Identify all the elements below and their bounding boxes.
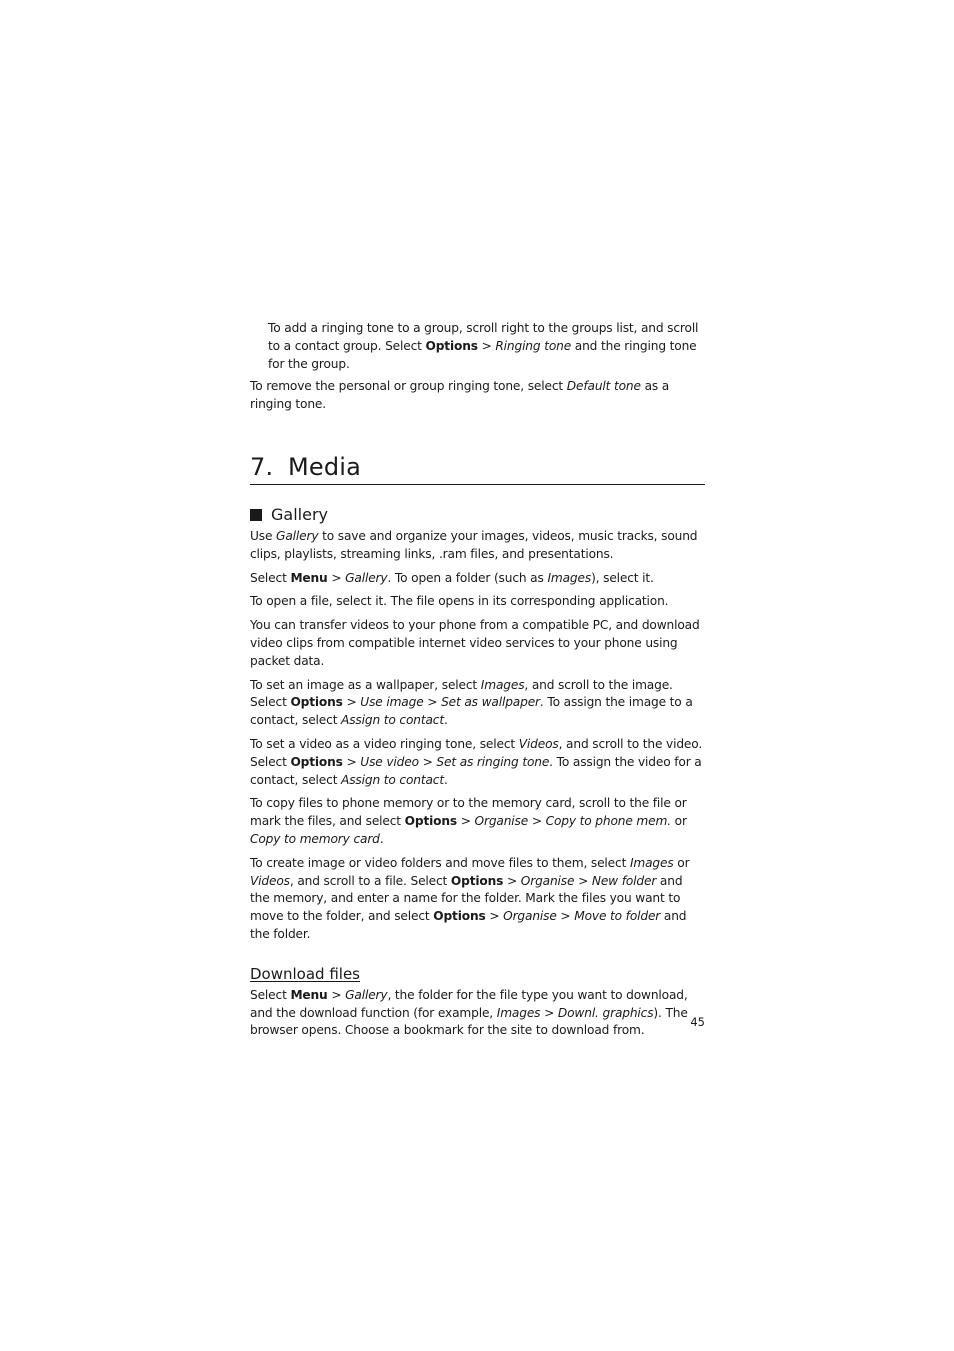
menu-option: Images xyxy=(547,570,592,585)
menu-command: Options xyxy=(425,338,478,353)
menu-command: Options xyxy=(404,814,457,829)
gallery-paragraph: To set an image as a wallpaper, select Images, and scroll to the image. Select Options > Use image > Set as wallpaper. To assign the image to a contact, select Assign to contact. xyxy=(250,677,693,728)
menu-option: Gallery xyxy=(345,987,388,1002)
menu-option: Use image xyxy=(360,695,424,710)
menu-option: Default tone xyxy=(566,379,641,394)
menu-command: Menu xyxy=(290,570,328,585)
menu-option: Assign to contact xyxy=(341,713,444,728)
menu-option: Organise xyxy=(474,814,529,829)
menu-option: Set as ringing tone xyxy=(436,754,550,769)
page-content xyxy=(250,320,705,1046)
gallery-body xyxy=(250,528,705,944)
menu-command: Options xyxy=(433,909,486,924)
menu-option: Images xyxy=(480,677,525,692)
gallery-section-heading xyxy=(250,505,705,525)
chapter-heading xyxy=(250,452,705,485)
square-bullet-icon xyxy=(250,509,262,521)
download-paragraph: Select Menu > Gallery, the folder for the file type you want to download, and the download function (for example, Images > Downl. graphics). The browser opens. Choose a bookmark for the site to download from. xyxy=(250,987,688,1038)
menu-option: Copy to memory card xyxy=(250,831,380,846)
page-number: 45 xyxy=(690,1015,705,1029)
menu-command: Options xyxy=(290,695,343,710)
gallery-paragraph: To copy files to phone memory or to the memory card, scroll to the file or mark the files, and select Options > Organise > Copy to phone mem. or Copy to memory card. xyxy=(250,796,687,846)
menu-option: Images xyxy=(496,1005,541,1020)
gallery-paragraph: To open a file, select it. The file opens in its corresponding application. xyxy=(250,594,669,609)
menu-option: Organise xyxy=(503,909,557,924)
menu-option: New folder xyxy=(591,873,657,888)
menu-option: Images xyxy=(629,855,674,870)
menu-command: Menu xyxy=(290,987,328,1002)
gallery-heading-text: Gallery xyxy=(271,504,328,524)
group-ringing-tone-paragraph: To add a ringing tone to a group, scroll right to the groups list, and scroll to a contact group. Select Options > Ringing tone and the ringing tone for the group. xyxy=(268,321,699,371)
menu-option: Use video xyxy=(360,754,419,769)
menu-option: Videos xyxy=(518,736,559,751)
chapter-title: Media xyxy=(288,452,362,481)
menu-option: Assign to contact xyxy=(341,772,444,787)
menu-option: Copy to phone mem. xyxy=(545,814,671,829)
menu-option: Set as wallpaper xyxy=(441,695,540,710)
menu-command: Options xyxy=(450,873,504,888)
menu-option: Downl. graphics xyxy=(557,1005,654,1020)
gallery-paragraph: Select Menu > Gallery. To open a folder (such as Images), select it. xyxy=(250,570,654,585)
menu-option: Gallery xyxy=(276,528,319,543)
menu-option: Organise xyxy=(520,873,575,888)
menu-option: Videos xyxy=(250,873,290,888)
gallery-paragraph: You can transfer videos to your phone from a compatible PC, and download video clips from compatible internet video services to your phone using packet data. xyxy=(250,618,700,668)
download-files-heading: Download files xyxy=(250,964,360,983)
chapter-number: 7. xyxy=(250,452,274,481)
menu-option: Move to folder xyxy=(574,909,661,924)
remove-ringing-tone-paragraph: To remove the personal or group ringing tone, select Default tone as a ringing tone. xyxy=(250,379,670,412)
menu-option: Gallery xyxy=(345,570,388,585)
gallery-paragraph: To create image or video folders and move files to them, select Images or Videos, and scroll to a file. Select Options > Organise > New folder and the memory, and enter a name for the folder. Mark the files you want to move to the folder, and select Options > Organise > Move to folder and the folder. xyxy=(250,855,690,941)
gallery-paragraph: Use Gallery to save and organize your images, videos, music tracks, sound clips, playlists, streaming links, .ram files, and presentations. xyxy=(250,528,698,561)
gallery-paragraph: To set a video as a video ringing tone, select Videos, and scroll to the video. Select Options > Use video > Set as ringing tone. To assign the video for a contact, select Assign to contact. xyxy=(250,736,703,787)
menu-option: Ringing tone xyxy=(495,338,572,353)
menu-command: Options xyxy=(290,754,343,769)
